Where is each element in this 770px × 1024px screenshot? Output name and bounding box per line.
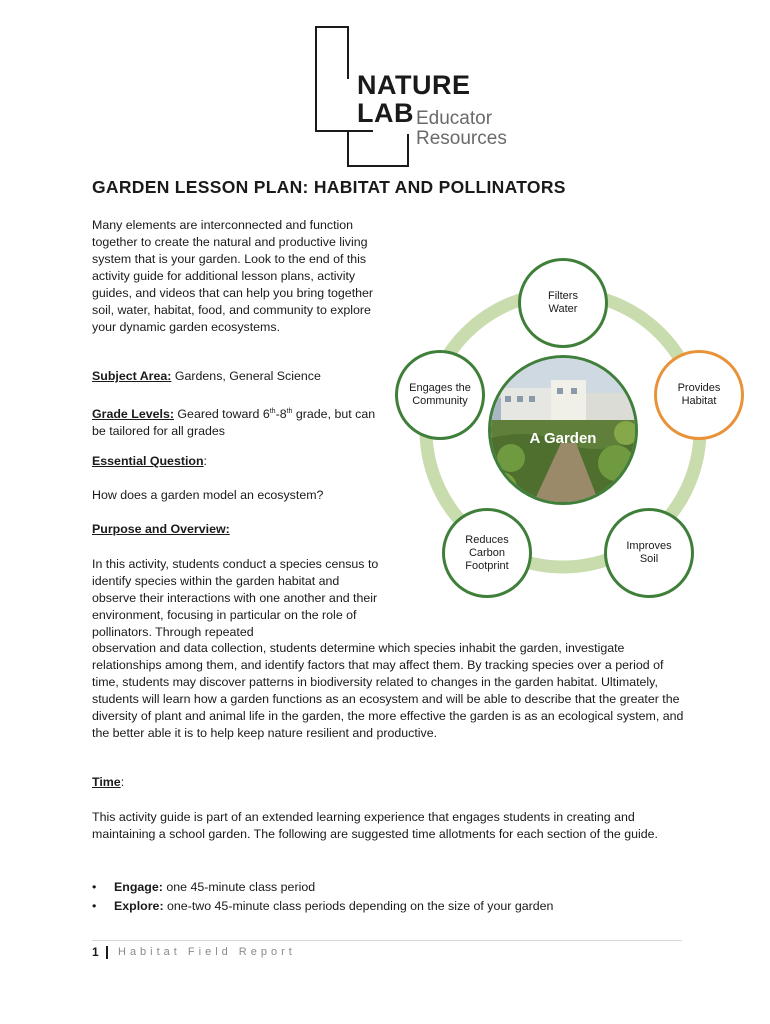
- essential-question-text: How does a garden model an ecosystem?: [92, 488, 324, 502]
- grade-levels-label: Grade Levels:: [92, 407, 174, 422]
- list-item-desc: one-two 45-minute class periods depending on the size of your garden: [163, 899, 554, 913]
- logo-educator-text: Educator: [416, 108, 493, 129]
- garden-photo: [488, 355, 638, 505]
- list-item: [92, 878, 553, 897]
- node-improves-soil: [604, 508, 694, 598]
- subject-area: [92, 368, 321, 385]
- footer-separator: [106, 946, 108, 959]
- time-paragraph: This activity guide is part of an extended learning experience that engages students in creating and maintaining a school garden. The following are suggested time allotments for each section of the guide.: [92, 810, 658, 841]
- node-label: Filters Water: [548, 290, 578, 315]
- grade-levels-text: grade, but can be tailored for all grades: [92, 407, 376, 439]
- node-engages-community: [395, 350, 485, 440]
- logo-frame-line: [315, 130, 373, 132]
- logo-frame-line: [347, 26, 349, 79]
- grade-levels-text: Geared toward 6: [173, 407, 270, 422]
- logo-lab-text: LAB: [357, 98, 414, 128]
- grade-superscript: th: [269, 408, 276, 415]
- essential-question-heading: [92, 453, 207, 470]
- subject-area-value: Gardens, General Science: [171, 369, 321, 383]
- logo-frame-line: [347, 131, 349, 167]
- logo-frame-line: [347, 165, 409, 167]
- purpose-paragraph-start: In this activity, students conduct a species census to identify species within the garden habitat and observe their interactions with one another and their environment, focusing in particular on the role of pollinators. Through repeated: [92, 557, 379, 639]
- footer-title: Habitat Field Report: [118, 946, 296, 958]
- node-reduces-carbon-footprint: [442, 508, 532, 598]
- garden-center-label: A Garden: [529, 430, 597, 447]
- list-item-term: Explore:: [114, 899, 164, 913]
- garden-ecosystem-diagram: [390, 240, 760, 600]
- bullet-icon: •: [92, 880, 97, 894]
- subject-area-label: Subject Area:: [92, 369, 172, 383]
- logo-frame-line: [315, 26, 317, 132]
- purpose-label: Purpose and Overview:: [92, 522, 230, 536]
- node-label: Reduces Carbon Footprint: [465, 533, 509, 572]
- time-heading: [92, 774, 124, 791]
- essential-question-label: Essential Question: [92, 454, 204, 468]
- intro-paragraph: Many elements are interconnected and function together to create the natural and productive living system that is your garden. Look to the end of this activity guide for additional lesson plans, activity guides, and videos that can help you bring together soil, water, habitat, food, and community to explore your dynamic garden ecosystems.: [92, 218, 374, 334]
- node-label: Improves Soil: [626, 540, 672, 565]
- node-filters-water: [518, 258, 608, 348]
- time-allotment-list: [92, 878, 553, 916]
- logo-frame-line: [315, 26, 348, 28]
- nature-lab-logo: [312, 26, 512, 168]
- list-item-term: Engage:: [114, 880, 163, 894]
- list-item: [92, 897, 553, 916]
- page-title: GARDEN LESSON PLAN: HABITAT AND POLLINATORS: [92, 177, 566, 197]
- grade-levels: [92, 403, 382, 440]
- logo-resources-text: Resources: [416, 128, 507, 149]
- purpose-heading: [92, 521, 230, 538]
- time-label: Time: [92, 775, 121, 789]
- list-item-desc: one 45-minute class period: [162, 880, 316, 894]
- purpose-paragraph-continued: observation and data collection, students determine which species inhabit the garden, investigate relationships among them, and identify factors that may affect them. By tracking species over a period of time, students may discover patterns in biodiversity related to changes in the garden habitat. Ultimately, students will learn how a garden functions as an ecosystem and will be able to describe that the greater the diversity of plant and animal life in the garden, the more effective the garden is as an ecological system, and the better able it is to help keep nature resilient and productive.: [92, 641, 684, 740]
- logo-frame-line: [407, 134, 409, 167]
- node-provides-habitat: [654, 350, 744, 440]
- footer-divider: [92, 940, 682, 941]
- colon: :: [120, 775, 125, 789]
- colon: :: [203, 454, 207, 468]
- bullet-icon: •: [92, 899, 97, 913]
- page-number: 1: [92, 945, 99, 959]
- grade-superscript: th: [286, 408, 293, 415]
- logo-nature-text: NATURE: [357, 70, 471, 100]
- node-label: Engages the Community: [409, 382, 471, 407]
- grade-levels-text: -8: [275, 407, 287, 422]
- node-label: Provides Habitat: [677, 382, 721, 407]
